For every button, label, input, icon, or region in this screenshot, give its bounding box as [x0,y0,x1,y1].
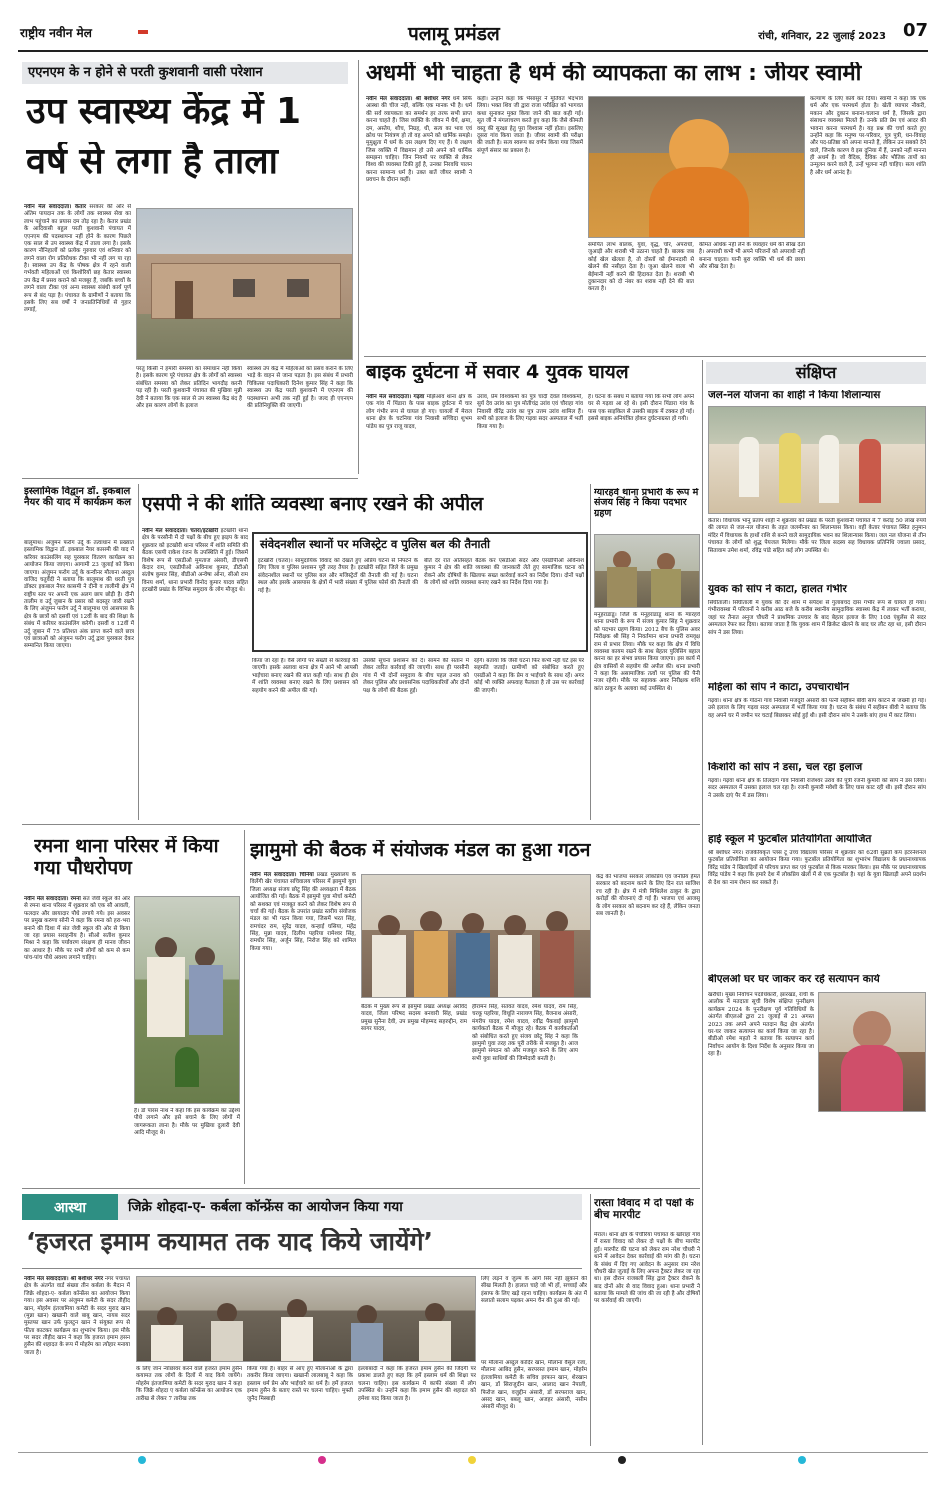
brand-name: राष्ट्रीय नवीन मेल [20,26,92,40]
karbala-text-3: किया गया है। बाहर से आए हुए मौलानाओं के द्वारा तकरीर किया जाएगा। खखानी लालबाबू ने कहा कि इस्लाम धर्म प्रेम और भाईचारे का धर्म है। हमें हजरत इमाम हुसैन के बताए रास्ते पर चलना चाहिए। मुफ्ती जुनैद मिस्बाही [247,1366,353,1402]
jeeyar-swami-photo [588,96,805,238]
karbala-tag-label: आस्था [53,1199,87,1216]
ramna-column-2 [134,1108,240,1182]
divider-left-top [358,60,359,474]
brief-6-headline: बीएलओ घर घर जाकर कर रहे सत्यापन कार्य [708,974,880,985]
karbala-column-1 [24,1276,130,1444]
jmm-text-2: बैठक में मुख्य रूप से झामुमो प्रखंड अध्यक्ष अरविंद यादव, जिला परिषद सदस्य बनवारी सिंह, प्रखंड प्रमुख सुनैना देवी, उप प्रमुख मोहम्मद सहरुद्दीन, राम सागर यादव, [361,1004,467,1033]
sp-headline: एसपी ने की शांति व्यवस्था बनाए रखने की अपील [142,494,484,515]
registration-dot-magenta [318,1456,326,1464]
inspector-body: मनूहराडांडू। जिले के मनूहराडांडू थाना के ग्यारहवें थाना प्रभारी के रूप में संजय कुमार सिंह ने शुक्रवार को पदभार ग्रहण किया। 2012 बैच के पुलिस अवर निरीक्षक श्री सिंह ने निवर्तमान थाना प्रभारी रामवृक्ष राम से प्रभार लिया। मौके पर कहा कि क्षेत्र में विधि व्यवस्था कायम रखने के साथ बेहतर पुलिसिंग बहाल करना का हर संभव प्रयास किया जाएगा। इस कार्य में क्षेत्र वासियों से सहयोग की अपील की। थाना प्रभारी ने कहा कि असामाजिक तत्वों पर पुलिस की पैनी नजर रहेगी। मौके पर सहायक अवर निरीक्षक शशि कांत ठाकुर के अलावा कई उपस्थित थे। [594,612,700,692]
sp-column-4 [474,658,584,818]
sp-box-column-1: इटखोरी (चतरा)। सामुदायिक विवाद को देखते हुए अप्रिय घटना से निपटने के लिए जिला व पुलिस प्रशासन पूरी तरह तैयार है। इटखोरी सहित जिले के प्रमुख संवेदनशील स्थानों पर पुलिस बल और मजिस्ट्रेटों की तैनाती की गई है। घटना स्थल और इसके आसपास के क्षेत्रों में भारी संख्या में पुलिस फोर्स की तैनाती की गई है। [258,558,418,594]
brief-1-headline: जल-नल योजना का शाही ने किया शिलान्यास [708,390,881,401]
ramna-text-2: है। डॉ पारस नाथ ने कहा कि इस कार्यक्रम का उद्देश्य पौधे लगाने और इसे बचाने के लिए लोगों में जागरूकता लाना है। मौके पर मुखिया दुलारी देवी आदि मौजूद थे। [134,1108,240,1137]
accident-column-1 [366,394,472,474]
jeeyar-text-3: समर्पित लाभ बालक, युवा, वृद्ध, चोर, अपराधी, जुआड़ी और शराबी भी उठाना चाहते हैं। बालक जब कोई खेल खेलता है, तो दोस्तों को ईमानदारी से खेलने की नसीहत देता है। जुआ खेलने वाला भी बेईमानी नहीं करने की हिदायत देता है। शराबी भी दुकानदार को दो नंबर का शराब नहीं देने की बात करता है। [588,242,694,293]
jeeyar-text-2: कही। उन्होंने कहा कि भैंसासुर ने मूर्तिवत भेदभाव लिया। भक्त शिव जी द्वारा राजा परीक्षित को भागवत कथा सुनाकर मुक्त किया जाने की बात कही गई। सूत जी ने मंगलाचरण करते हुए कहा कि जैसे कीमती वस्तु की सुरक्षा हेतु पूरा विश्वास नहीं होता। इसलिए दूसरा गांव किया जाता है। जीयर स्वामी की परीक्षा की जाती है। सत्य स्वरूप का वर्णन किया गया जिसमें संपूर्ण संसार का प्रकाश है। [477,96,583,154]
jmm-text-1: प्रखंड मुख्यालय के विलेंगी खेर पंचायत सचिवालय परिसर में झामुमो युवा जिला अध्यक्ष संजय छोटू सिंह की अध्यक्षता में बैठक आयोजित की गई। बैठक में झामुमो युवा मोर्चा कमेटी को सशक्त एवं मजबूत करने को लेकर विशेष रूप से चर्चा की गई। बैठक के उपरांत प्रखंड स्तरीय संयोजक मंडल का भी गठन किया गया, जिसमें भरत सिंह, रामचंदर राम, सुरेंद्र यादव, कन्हाई घसिया, महेंद्र सिंह, मुन्ना यादव, दिलीप पहरिया रामेश्वर सिंह, रामधीर सिंह, अर्जुन सिंह, निरोज सिंह को शामिल किया गया। [250,872,356,952]
masthead-logo [20,24,92,41]
sp-sidebar-box [252,532,588,652]
page-number: 07 [902,20,928,41]
phc-text-2: परंतु किसी ने हमारी समस्या का समाधान नहीं किया है। इसके कारण पूरे पंचायत क्षेत्र के लोगों को स्वास्थ्य संबंधित समस्या को लेकर प्रतिदिन भागदौड़ करनी पड़ रही है। परती कुशवानी पंचायत की मुखिया मुन्नी देवी ने बताया कि एक साल से उप स्वास्थ्य केंद्र बंद है और इस कारण लोगों के इलाज [136,366,242,409]
section-title: पलामू प्रमंडल [408,23,500,45]
brief-3-headline: महिला को सांप ने काटा, उपचाराधीन [708,682,849,693]
brief-2-headline: युवक को सांप ने काटा, हालत गंभीर [708,584,847,595]
ramna-plantation-photo [134,896,240,1104]
karbala-column-4 [358,1366,476,1444]
jeeyar-text-4: कीमत अधिक नहीं लेने के व्यवहार धर्म की सीख देता है। अपराधी कभी भी अपने परिजनों को अपराधी नहीं बनाना चाहता। यानी बुरा व्यक्ति भी धर्म की छाया और सीख देता है। [699,242,805,271]
jeeyar-column-4 [699,242,805,352]
jeeyar-byline: नवीन मेल संवाददाता। श्री बंशीधर नगर [366,96,450,102]
sp-text-2: किया जा रहा है। वैसे लोगों पर सख्ती से कार्रवाई की जाएगी। इसके अलावा थाना क्षेत्र में आने भी आपसी भाईचारा बनाए रखने की बात कही गई। साथ ही क्षेत्र में शांति व्यवस्था बनाए रखने के लिए प्रशासन को सहयोग करने की अपील की गई। [252,658,358,694]
footer-registration-bar [18,1452,928,1466]
accident-text-1: मझिआंव थाना क्षेत्र के एक गांव में पिंडारा के पास बाइक दुर्घटना में चार लोग गंभीर रूप से घायल हो गए। घायलों में मेराल थाना क्षेत्र के चटनिया गांव निवासी सच्चिदा शुभम पांडेय का पुत्र राजू यादव, [366,394,472,430]
jmm-text-4: बैठक में कार्यकर्ताओं को संबोधित करते हुए संजय छोटू सिंह ने कहा कि झामुमो युवा तरह तक पूरी तरीके से मजबूत है। आज झामुमो संगठन को और मजबूत करने के लिए आप सभी युवा साथियों की जिम्मेदारी बनती है। [472,1026,578,1062]
phc-column-2 [136,366,242,472]
islamic-body: बालूमाथ। अंजुमन फरोग उर्दू के तत्वाधान में प्रख्यात इस्लामिक विद्वान डॉ. इकबाल नैयर कासमी की याद में करियर काउंसलिंग सह पुरस्कार वितरण कार्यक्रम का आयोजन किया जाएगा। आगामी 23 जुलाई को किया जाएगा। अंजुमन फरोग उर्दू के कन्वीनर मौलाना अब्दुल वाजिद चतुर्वेदी ने बताया कि बालूमाथ की धरती पुत्र डॉक्टर इकबाल नैयर कासमी ने दीनी व तालीमी क्षेत्र में राष्ट्रीय स्तर पर अपनी एक अलग छाप छोड़ी है। दीनी तालीम व उर्दू जुबान के प्रसार को बदस्तूर जारी रखने के लिए अंजुमन फरोग उर्दू ने बालूमाथ एवं आसपास के क्षेत्र के छात्रों को दसवीं एवं 12वीं के बाद की शिक्षा के संबंध में करियर काउंसलिंग करेगी। दसवीं व 12वीं में उर्दू जुबान में 75 प्रतिशत अंक प्राप्त करने वाले छात्र एवं छात्राओं को अंजुमन फरोग उर्दू द्वारा पुरस्कार देकर सम्मानित किया जाएगा। [24,540,134,650]
phc-kicker-band [22,62,348,84]
brief-2-body: सिंघीताली। सिंघीताली में युवक की देर शाम में सर्पदंश से गुलाबचंद दास गंभीर रूप से घायल हो गया। गंभीरावस्था में परिजनों ने करीब आठ बजे के करीब स्थानीय सामुदायिक स्वास्थ्य केंद्र में लाकर भर्ती कराया, जहां पर तैनात अनुज चौधरी ने प्राथमिक उपचार के बाद बेहतर इलाज के लिए 108 एंबुलेंस से सदर अस्पताल रेफर कर दिया। बताया जाता है कि युवक शाम में क्रिकेट खेलने के बाद घर लौट रहा था, इसी दौरान सांप ने डस लिया। [708,600,926,636]
sp-column-1 [142,528,248,818]
accident-headline: बाइक दुर्घटना में सवार 4 युवक घायल [366,362,629,383]
jeeyar-text-5: कल्याण के लिए कार्य कर दिया। स्वामी ने कहा कि एक धर्म और एक परमधर्म होता है। खेती व्यापार नौकरी, मकान और दुकान बनाना-चलाना धर्म है, जिसके द्वारा संसाधन व्यवस्था मिलते हैं। उनके प्रति प्रेम एवं आदर की भावना करना परमधर्म है। यह प्रश्न की चर्चा करते हुए उन्होंने कहा कि मनुष्य पर-परिवार, पुत्र पुत्री, धन-विवाह और पद-प्रतिष्ठा को अपना मानते हैं, लेकिन उन सबको देने वाले, जिनके कारण वे इस दुनिया में हैं, उनको नहीं मानना ही अधर्म है। जो वैदिक, दैविक और भौतिक तापों का उन्मूलन करने वाले हैं, उन्हें भूलना नहीं चाहिए। सत्य शांति है और धर्म आनंद है। [810,96,926,176]
phc-headline-line-1: उप स्वास्थ्य केंद्र में 1 [26,92,302,132]
ramna-byline: नवीन मेल संवाददाता। रमना [24,896,81,902]
brief-6-body-cont [818,1116,926,1152]
phc-kicker: एएनएम के न होने से परती कुशवानी वासी परेशान [28,64,263,80]
karbala-kicker-band [22,1194,582,1220]
karbala-column-6 [481,1360,587,1444]
brief-1-photo [708,406,926,514]
jmm-text-5: केंद्र की भाजपा सरकार लोकप्रिय एवं जनप्रिय हेमंत सरकार को बदनाम करने के लिए दिन रात साजिश रच रही है। क्षेत्र में मंत्री मिथिलेश ठाकुर के द्वारा करोड़ों की योजनाएं दी गई हैं। भाजपा एवं आजसू के लोग सरकार को बदनाम कर रहे हैं, लेकिन जनता सब जानती है। [596,874,700,917]
accident-column-3 [588,394,694,474]
jmm-column-4 [583,1004,593,1182]
land-body: मेराल। थाना क्षेत्र के पेचौरिया पंचायत के खोराहा गांव में रास्ता विवाद को लेकर दो पक्षों के बीच मारपीट हुई। मारपीट की घटना को लेकर राम नरेश चौधरी ने थाने में आवेदन देकर कार्रवाई की मांग की है। घटना के संबंध में दिए गए आवेदन के अनुसार राम नरेश चौधरी खेत जुताई के लिए अपना ट्रैक्टर लेकर जा रहा था। इस दौरान राजबली सिंह द्वारा ट्रैक्टर रोकने के बाद दोनों ओर से वाद विवाद हुआ। थाना प्रभारी ने बताया कि मामले की जांच की जा रही है और दोषियों पर कार्रवाई की जाएगी। [594,1232,700,1305]
registration-dot-cyan [138,1456,146,1464]
jmm-column-3 [472,1004,578,1182]
inspector-headline: ग्यारहवें थाना प्रभारी के रूप में संजय सिंह ने किया पदभार ग्रहण [594,488,699,519]
karbala-kicker: जिक्रे शोहदा-ए- कर्बला कॉन्फ्रेंस का आयोजन किया गया [128,1198,403,1215]
brief-4-body: गढ़वा। गढ़वा थाना क्षेत्र के तिलदाग गांव निवासी राजेश्वर उरांव की पुत्री रजनी कुमारी को सांप ने डस लिया। सदर अस्पताल में उसका इलाज चल रहा है। रजनी कुमारी मवेशी के लिए घास काट रही थी। इसी दौरान सांप ने उसके दाएं पैर में डस लिया। [708,778,926,799]
sp-box-column-2: बीते देर रात अंतिसहत बैठक कर एसडीओ सदर और एसडीपीओ अविनाश कुमार ने क्षेत्र की शांति व्यवस्था की जानकारी लेते हुए सामाजिक घटना को रोकने और दोषियों के खिलाफ सख्त कार्रवाई करने का निर्देश दिया। दोनों पक्षों के लोगों को शांति व्यवस्था बनाए रखने का निर्देश दिया गया है। [424,558,584,587]
phc-column-3 [247,366,353,472]
masthead-rule [18,50,928,52]
jmm-column-5 [596,874,700,1182]
sp-text-1: इटखोरी थाना क्षेत्र के परसौनी में दो पक्षों के बीच हुए झड़प के बाद शुक्रवार को इटखोरी थाना परिसर में शांति समिति की बैठक एसपी राकेश रंजन के उपस्थिति में हुई। जिसमें विशेष रूप से एसडीओ मुमताज अंसारी, डीएसपी केदार राम, एसडीपीओ अविनाश कुमार, डीटीओ संतोष कुमार सिंह, बीडीओ अन्वेषा ओना, सीओ राम विनय शर्मा, थाना प्रभारी विनोद कुमार यादव सहित इटखोरी प्रखंड के विभिन्न समुदाय के लोग मौजूद थे। [142,528,248,593]
sp-text-3: उसकी सूचना प्रशासन को दें। सामने की संतान में लेकर त्वरित कार्रवाई की जाएगी। साथ ही परसौनी गांव में भी दोनों समुदाय के बीच पहल तनाव को लेकर पुलिस और प्रशासनिक पदाधिकारियों और दोनों पक्ष के लोगों की बैठक हुई। [363,658,469,694]
accident-byline: नवीन मेल संवाददाता। गढ़वा [366,394,425,400]
accident-text-3: है। घटना के संबंध में बताया गया कि सभी लोग अपने घर से गढ़वा आ रहे थे। इसी दौरान पिंडारा गांव के पास एक साइकिल से उसकी बाइक में टक्कर हो गई। इससे बाइक अनियंत्रित होकर दुर्घटनाग्रस्त हो गयी। [588,394,694,423]
divider-islamic [138,484,139,820]
phc-text-3: स्वास्थ्य उप केंद्र में महिलाओं को प्रसव कराने के लिए भाड़े के वाहन से जाना पड़ता है। इस संबंध में प्रभारी चिकित्सा पदाधिकारी दिनेश कुमार सिंह ने कहा कि स्वास्थ्य उप केंद्र परती कुशवानी में एएनएम की पदस्थापना अभी तक नहीं हुई है। जल्द ही एएनएम की प्रतिनियुक्ति की जाएगी। [247,366,353,409]
karbala-text-5: लिए लड़ने व जुल्म के आगे सिर नहीं झुकाने की सीख मिलती है। हालात चाहे जो भी हों, सच्चाई और इंसाफ के लिए खड़े रहना चाहिए। कार्यक्रम के अंत में सलातो सलाम पढ़कर अमन चैन की दुआ की गई। [481,1276,587,1305]
sankshipt-band [706,362,926,384]
jmm-byline: नवीन मेल संवाददाता। चिनिया [250,872,314,878]
karbala-text-6: पर मौलाना अब्दुल कादिर खान, मौलाना वैसुल रजा, मौलाना आबिद हुसैन, सरपरस्त इमाम खान, मोहर्रम इंतजामिया कमेटी के सचिव इरफान खान, शेरखान खान, डॉ सिराजुदीन खान, आलाद खान नेपाली, फिरोज खान, वजुद्दीन अंसारी, डॉ सरफराज खान, असद खान, बबलू खान, अजहर अंसारी, नसीम अंसारी मौजूद थे। [481,1360,587,1411]
jmm-column-2 [361,1004,467,1182]
jmm-meeting-photo [361,874,591,998]
jeeyar-column-1 [366,96,472,352]
phc-byline: नवीन मेल संवाददाता। केतार [24,204,87,210]
karbala-headline: ‘हजरत इमाम कयामत तक याद किये जायेंगे’ [26,1228,434,1256]
brief-1-body: केतार। विधायक भानु प्रताप शाही ने शुक्रवार को प्रखंड के परती कुशवानी पंचायत में 7 करोड़ 50 लाख रुपये की लागत से जल-नल योजना के तहत जलमीनार का शिलान्यास किया। वहीं केतार पंचायत स्थित हनुमान मंदिर में विधायक के हाथों राशि से बनने वाले सामुदायिक भवन का शिलान्यास किया। जल नल योजना से तीन पंचायत के लोगों को शुद्ध पेयजल मिलेगा। मौके पर जिला सदस्य सह विधायक प्रतिनिधि ज्वाला प्रसाद, सितावाम उमेश शर्मा, रविंद्र पांडे सहित कई लोग उपस्थित थे। [708,518,926,554]
karbala-column-5 [481,1276,587,1356]
brief-6-photo [818,992,926,1112]
land-headline: रास्ता विवाद में दो पक्षों के बीच मारपीट [594,1198,694,1221]
phc-headline-line-2: वर्ष से लगा है ताला [26,142,278,182]
sp-byline: नवीन मेल संवाददाता। चतरा/इटखोरी [142,528,219,534]
divider-jmm-bottom [22,1188,700,1189]
islamic-headline: इस्लामिक विद्वान डॉ. इकबाल नैयर की याद में कार्यक्रम कल [24,486,131,508]
divider-ramna [244,830,245,1184]
brief-5-body: श्री बंशीधर नगर। राजकीयकृत प्लस टू उच्च विद्यालय परिसर में शुक्रवार को 62वीं सुब्रतो कप इंटरनेशनल फुटबॉल प्रतियोगिता का आयोजन किया गया। फुटबॉल प्रतियोगिता का शुभारंभ विद्यालय के प्रधानाध्यापक विरेंद्र पांडेय ने खिलाड़ियों से परिचय प्राप्त कर एवं फुटबॉल से किक मारकर किया। इस मौके पर प्रधानाध्यापक विरेंद्र पांडेय ने कहा कि हमारे देश में लोकप्रिय खेलों में से एक फुटबॉल है। यहां के युवा खिलाड़ी अपने प्रदर्शन से देश का नाम रोशन कर सकते हैं। [708,850,926,886]
masthead [18,18,928,48]
sp-box-headline: संवेदनशील स्थानों पर मजिस्ट्रेट व पुलिस बल की तैनाती [260,537,490,551]
divider-jeeyar-bottom [364,356,926,357]
karbala-text-1: नगर पंचायत क्षेत्र के अंतर्गत वार्ड संख्या तीन कर्बला के मैदान में जिक्रे शोहदा-ए- कर्बला कॉन्फ्रेंस का आयोजन किया गया। इस अवसर पर अंजुमन कमेटी के सदर तौहीद खान, मोहर्रम इंतजामिया कमेटी के सदर मुराद खान (मुन्ना खान) खखानी वाले बाबू खान, नायब सदर मुस्तफा खान उर्फ फुलटुन खान ने संयुक्त रूप से फीता काटकर कार्यक्रम का शुभारंभ किया। इस मौके पर सदर तौहीद खान ने कहा कि हजरत इमाम हसन हुसैन की शहादत के रूप में मोहर्रम का त्योहार मनाया जाता है। [24,1276,130,1356]
accident-column-2 [477,394,583,474]
brief-6-body: खरौंधी। मुख्य निर्वाचन पदाधिकारी, झारखंड, रांची के आलोक में मतदाता सूची विशेष संक्षिप्त पुनरीक्षण कार्यक्रम 2024 के पुनरीक्षण पूर्व गतिविधियों के अंतर्गत बीएलओ द्वारा 21 जुलाई से 21 अगस्त 2023 तक अपने अपने मतदान केंद्र क्षेत्र अंतर्गत घर-घर जाकर सत्यापन का कार्य किया जा रहा है। बीडीओ रमेश महतो ने बताया कि सत्यापन कार्य निर्वाचन आयोग के दिशा निर्देश के अनुसार किया जा रहा है। [708,992,814,1057]
karbala-tag [22,1194,118,1220]
jeeyar-text-1: धर्म सिर्फ आस्था की चीज नहीं, बल्कि एक मानक भी है। धर्म की सर्व व्यापकता का समर्थन हर तरफ सभी प्राप्त करना चाहते हैं। जिस व्यक्ति के जीवन में धैर्य, क्षमा, दम, अस्तेय, शौच, निग्रह, धी, सत्य का भाव एवं क्रोध पर नियंत्रण हो तो वह अपने को धार्मिक समझे। मुमुक्षुता में धर्म के दस लक्षण दिए गए हैं। ये लक्षण जिस व्यक्ति में विद्यमान हो उसे अपने को धार्मिक समझना चाहिए। जिन नियमों पर व्यक्ति से लेकर विश्व की व्यवस्था टिकी हुई है, उनका निरवधि पालन करना सामान्य धर्म है। उक्त बातें जीयर स्वामी ने प्रवचन के दौरान कहीं। [366,96,472,184]
ramna-headline: रमना थाना परिसर में किया गया पौधरोपण [34,836,219,879]
ramna-text-1: संत जेवी स्कूल की ओर से रमना थाना परिसर में शुक्रवार को एक सौ आवली, फलदार और छायादार पौधे लगाये गये। इस अवसर पर प्रमुख करुणा सोनी ने कहा कि रमना को हरा-भरा बनाने की दिशा में संत जेवी स्कूल की ओर से किया जा रहा प्रयास सराहनीय है। सीओ सतीश कुमार मिश्रा ने कहा कि पर्यावरण संरक्षण ही मानव जीवन का आधार है। मौके पर सभी लोगों को कम से कम पांच-पांच पौधे अवश्य लगाने चाहिए। [24,896,130,961]
karbala-column-2 [136,1366,242,1444]
registration-dot-yellow [468,1456,476,1464]
karbala-headline-rule [22,1268,582,1269]
jeeyar-column-2 [477,96,583,352]
phc-text-1: सरकार की ओर से अंतिम पायदान तक के लोगों तक स्वास्थ्य सेवा का लाभ पहुंचाने का प्रयास दम तोड़ रहा है। केतार प्रखंड के आदिवासी बहुल परती कुशवानी पंचायत में एएनएम की पदस्थापना नहीं होने के कारण पिछले एक साल से उप स्वास्थ्य केंद्र में ताला लगा है। इसके कारण नौनिहालों को प्रत्येक गुरुवार एवं शनिवार को लगने वाला रोग प्रतिरोधक टीका भी नहीं लग पा रहा है। स्वास्थ्य उप केंद्र के पोषक क्षेत्र में रहने वाली गर्भवती महिलाओं एवं किशोरियों छह केतार स्वास्थ्य उप केंद्र में प्रसव कराने को मजबूर हैं, जबकि बच्चों के लगने वाला टीका एवं अन्य स्वास्थ्य संबंधी कार्य पूर्ण रूप से बंद पड़ा है। पंचायत के ग्रामीणों ने बताया कि इसके लिए सब वर्षों ने जनप्रतिनिधियों से गुहार लगाई, [24,204,131,314]
jeeyar-column-3 [588,242,694,352]
divider-phc-bottom [22,478,358,479]
logo-mark-icon [138,30,148,34]
karbala-column-3 [247,1366,353,1444]
ramna-column-1 [24,896,130,1182]
brief-4-headline: किशोरी को सांप ने डसा, चल रहा इलाज [708,762,863,773]
phc-column-1 [24,204,131,472]
registration-dot-cyan-2 [798,1456,806,1464]
jeeyar-headline: अधर्मी भी चाहता है धर्म की व्यापकता का लाभ : जीयर स्वामी [366,62,862,86]
karbala-text-2: के लिए जान न्योछावर करने वाले हजरत इमाम हुसैन कयामत तक लोगों के दिलों में याद किये जायेंगे। मोहर्रम इंतजामिया कमेटी के सदर मुराद खान ने कहा कि जिक्रे शोहदा ए कर्बला कॉन्फ्रेंस का आयोजन एक तारीख से लेकर 7 तारीख तक [136,1366,242,1402]
sp-column-2 [252,658,358,818]
brief-3-body: गढ़वा। थाना क्षेत्र के गोठना गांव निवासी मजदूरी अंसारी की पत्नी सहीबन बीवी सांप काटने से जख्मी हो गई। उसे इलाज के लिए गढ़वा सदर अस्पताल में भर्ती किया गया है। घटना के संबंध में सहीबन बीवी ने बताया कि वह अपने घर में जमीन पर चटाई बिछाकर सोई हुई थी। इसी दौरान सांप ने उसके बांए हाथ में काट लिया। [708,698,926,719]
karbala-crowd-photo [136,1276,476,1362]
jmm-headline: झामुमो की बैठक में संयोजक मंडल का हुआ गठन [250,840,591,861]
jeeyar-column-5 [810,96,926,352]
divider-land [590,1194,591,1446]
divider-sp-bottom [22,824,700,825]
inspector-photo [594,534,700,608]
divider-right-column [702,360,703,1445]
sp-text-4: रहेंगे। बताया कि जैसी घटना फिर कभी नहीं घटे इस पर सहमति जताई। ग्रामीणों को संबोधित करते हुए एसडीओ ने कहा कि प्रेम व भाईचारे के साथ रहें। अगर कोई भी व्यक्ति अफवाह फैलाता है तो उस पर कार्रवाई की जाएगी। [474,658,584,694]
brief-5-headline: हाई स्कूल में फुटबॉल प्रतियोगिता आयोजित [708,834,872,845]
karbala-byline: नवीन मेल संवाददाता। श्री बंशीधर नगर [24,1276,103,1282]
divider-inspector [590,484,591,820]
karbala-text-4: इल्लाबादी ने कहा कि हजरत इमाम हुसैन की जिंदगी पर प्रकाश डालते हुए कहा कि हमें इस्लाम धर्म की शिक्षा पर चलना चाहिए। इस कार्यक्रम में काफी संख्या में लोग उपस्थित थे। उन्होंने कहा कि इमाम हुसैन की शहादत को हमेशा याद किया जाता है। [358,1366,476,1402]
accident-text-2: उरांव, प्रेम विश्वकर्मा का पुत्र चांदी देवल विश्वकर्मा, सुर्य देव उरांव का पुत्र मोतीचंद्र उरांव एवं चौराहा गांव निवासी वीरेंद्र उरांव का पुत्र उत्तम उरांव शामिल हैं। सभी को इलाज के लिए गढ़वा सदर अस्पताल में भर्ती किया गया है। [477,394,583,430]
sankshipt-title: संक्षिप्त [795,363,837,383]
sp-column-3 [363,658,469,818]
dateline: रांची, शनिवार, 22 जुलाई 2023 [758,31,886,42]
registration-dot-black [618,1456,626,1464]
phc-building-photo [136,208,353,360]
jmm-text-3: हीरामन सिंह, सतवंत यादव, रमेश यादव, राम सिंह, चरकू पहरिया, विधूति नारायण सिंह, बैजनाथ अंसारी, मंगरीप यादव, रमेश यादव, रवींद्र पैकवाई झामुमो कार्यकर्ता बैठक में मौजूद रहे। [472,1004,578,1033]
jmm-column-1 [250,872,356,1182]
